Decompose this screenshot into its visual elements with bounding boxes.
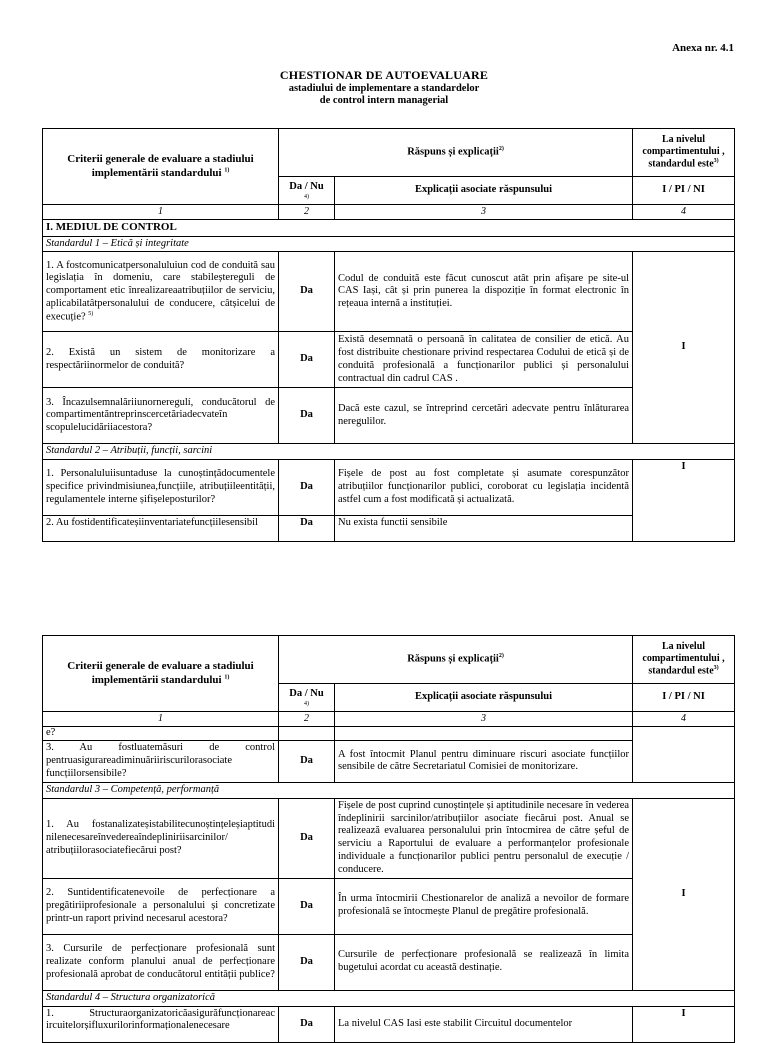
- table-row: [43, 252, 735, 332]
- criterion-cell: 1. A fostcomunicatpersonaluluiun cod de conduită sau legislația în domeniu, care stabileștereguli de comportament etic înrealizareaatribuțiilor de serviciu, aplicabilatâtpersonalului de conducere, câtșicelui de execuție? $^{5)}$: [43, 252, 279, 332]
- table-row: [43, 727, 735, 741]
- criterion-cell: 1. Au fostanalizateșistabilitecunoștințeleșiaptitudi nilenecesareînvedereaîndepliniriisarcinilor/ atribuțiilorasociatefiecărui post?: [43, 798, 279, 878]
- explanation-cell: Dacă este cazul, se întreprind cercetări adecvate pentru înlăturarea neregulilor.: [335, 388, 633, 444]
- header-criteria: Criterii generale de evaluare a stadiului implementării standardului $^{1)}$: [43, 129, 279, 205]
- header-explanations: Explicații asociate răspunsului: [335, 684, 633, 712]
- table-row: [43, 934, 735, 990]
- criterion-cell: 3. Cursurile de perfecționare profesională sunt realizate conform planului anual de perfecționare profesională aprobat de conducătorul entității publice?: [43, 934, 279, 990]
- table-row: [43, 798, 735, 878]
- questionnaire-table-page-2: [42, 635, 735, 1043]
- explanation-cell: Fișele de post au fost completate și asumate corespunzător atribuțiilor funcționarilor publici, coroborat cu legislația incidentă astfel cum a fost modificată și actualizată.: [335, 460, 633, 516]
- document-title: [0, 68, 768, 108]
- title-line-2: astadiului de implementare a standardelor: [288, 82, 480, 94]
- explanation-cell: La nivelul CAS Iasi este stabilit Circuitul documentelor: [335, 1006, 633, 1042]
- explanation-cell: Cursurile de perfecționare profesională se realizează în limita bugetului acordat cu această destinație.: [335, 934, 633, 990]
- criterion-cell: 2. Au fostidentificateșiinventariatefuncțiilesensibil: [43, 516, 279, 542]
- answer-cell: Da: [279, 1006, 335, 1042]
- title-line-1: CHESTIONAR DE AUTOEVALUARE: [279, 68, 489, 82]
- title-line-3: de control intern managerial: [319, 95, 449, 107]
- explanation-cell: A fost întocmit Planul pentru diminuare riscuri asociate funcțiilor sensibile de către Secretariatul Comisiei de monitorizare.: [335, 740, 633, 782]
- standard-3-heading: Standardul 3 – Competență, performanță: [43, 782, 735, 798]
- header-response: Răspuns și explicații$^{2)}$: [279, 636, 633, 684]
- answer-cell: Da: [279, 460, 335, 516]
- criterion-cell: 3. Au fostluatemăsuri de control pentruasigurareadiminuăriiriscurilorasociate funcțiilorsensibile?: [43, 740, 279, 782]
- header-level: La nivelul compartimentului , standardul este$^{3)}$: [633, 636, 735, 684]
- answer-cell: Da: [279, 798, 335, 878]
- table-row: [43, 516, 735, 542]
- level-cell: I: [633, 252, 735, 444]
- explanation-cell: Există desemnată o persoană în calitatea de consilier de etică. Au fost distribuite chestionare privind respectarea Codului de etică și de conduită profesională a funcționarilor publici și personalului contractual din cadrul CAS .: [335, 332, 633, 388]
- explanation-cell: În urma întocmirii Chestionarelor de analiză a nevoilor de formare profesională se întocmește Planul de pregătire profesională.: [335, 878, 633, 934]
- level-cell-empty: [633, 727, 735, 783]
- level-cell: I: [633, 1006, 735, 1042]
- standard-2-heading: Standardul 2 – Atribuții, funcții, sarcini: [43, 444, 735, 460]
- criterion-cell: 1. Personaluluiisuntaduse la cunoștințădocumentele specifice privindmisiunea,funcțiile, atribuțiileentității, regulamentele interne șifișeleposturilor?: [43, 460, 279, 516]
- criterion-cell: 2. Suntidentificatenevoile de perfecționare a pregătiriiprofesionale a personalului și concretizate printr-un raport privind necesarul acestora?: [43, 878, 279, 934]
- answer-cell: Da: [279, 332, 335, 388]
- criterion-continuation: e?: [43, 727, 279, 741]
- answer-cell: Da: [279, 388, 335, 444]
- criterion-cell: 2. Există un sistem de monitorizare a respectăriinormelor de conduită?: [43, 332, 279, 388]
- answer-cell: Da: [279, 740, 335, 782]
- table-row: [43, 332, 735, 388]
- header-yes-no: Da / Nu 4): [279, 177, 335, 205]
- col-number-2: 2: [279, 712, 335, 727]
- col-number-3: 3: [335, 712, 633, 727]
- header-explanations: Explicații asociate răspunsului: [335, 177, 633, 205]
- questionnaire-table-page-1: [42, 128, 735, 542]
- explanation-cell: Codul de conduită este făcut cunoscut atât prin afișare pe site-ul CAS Iași, cât și prin punerea la dispoziție în format electronic în rețeaua internă a instituției.: [335, 252, 633, 332]
- standard-1-heading: Standardul 1 – Etică și integritate: [43, 236, 735, 252]
- header-level-codes: I / PI / NI: [633, 177, 735, 205]
- col-number-1: 1: [43, 205, 279, 220]
- answer-cell: Da: [279, 878, 335, 934]
- criterion-cell: 3. Încazulsemnalăriiunorneregulí, conducătorul de compartimentăntreprinscercetăriadecvateîn scopulelucidăriiacestora?: [43, 388, 279, 444]
- explanation-cell: Nu exista functii sensibile: [335, 516, 633, 542]
- header-level: La nivelul compartimentului , standardul este$^{3)}$: [633, 129, 735, 177]
- header-criteria: Criterii generale de evaluare a stadiului implementării standardului $^{1)}$: [43, 636, 279, 712]
- table-row: [43, 460, 735, 516]
- answer-cell: Da: [279, 516, 335, 542]
- section-heading: I. MEDIUL DE CONTROL: [43, 220, 735, 236]
- col-number-2: 2: [279, 205, 335, 220]
- answer-cell: Da: [279, 934, 335, 990]
- header-yes-no: Da / Nu 4): [279, 684, 335, 712]
- table-row: [43, 388, 735, 444]
- level-cell: I: [633, 798, 735, 990]
- explanation-cell: Fișele de post cuprind cunoștințele și aptitudinile necesare în vederea îndeplinirii sarcinilor/atribuțiilor asociate fiecărui post. Anual se realizează evaluarea personalului prin întocmirea de către șeful de serviciu a Raportului de evaluare a performanțelor profesionale individuale a funcționarilor publici pentru personalul de execuție / conducere.: [335, 798, 633, 878]
- table-row: [43, 1006, 735, 1042]
- col-number-4: 4: [633, 205, 735, 220]
- header-response: Răspuns și explicații$^{2)}$: [279, 129, 633, 177]
- answer-cell: Da: [279, 252, 335, 332]
- level-cell: I: [633, 460, 735, 542]
- col-number-4: 4: [633, 712, 735, 727]
- criterion-cell: 1. Structuraorganizatoricăasigurăfuncționareac ircuitelorșifluxurilorinformaționalenecesare: [43, 1006, 279, 1042]
- col-number-1: 1: [43, 712, 279, 727]
- standard-4-heading: Standardul 4 – Structura organizatorică: [43, 990, 735, 1006]
- table-row: [43, 878, 735, 934]
- annex-number: Anexa nr. 4.1: [672, 42, 734, 54]
- header-level-codes: I / PI / NI: [633, 684, 735, 712]
- col-number-3: 3: [335, 205, 633, 220]
- table-row: [43, 740, 735, 782]
